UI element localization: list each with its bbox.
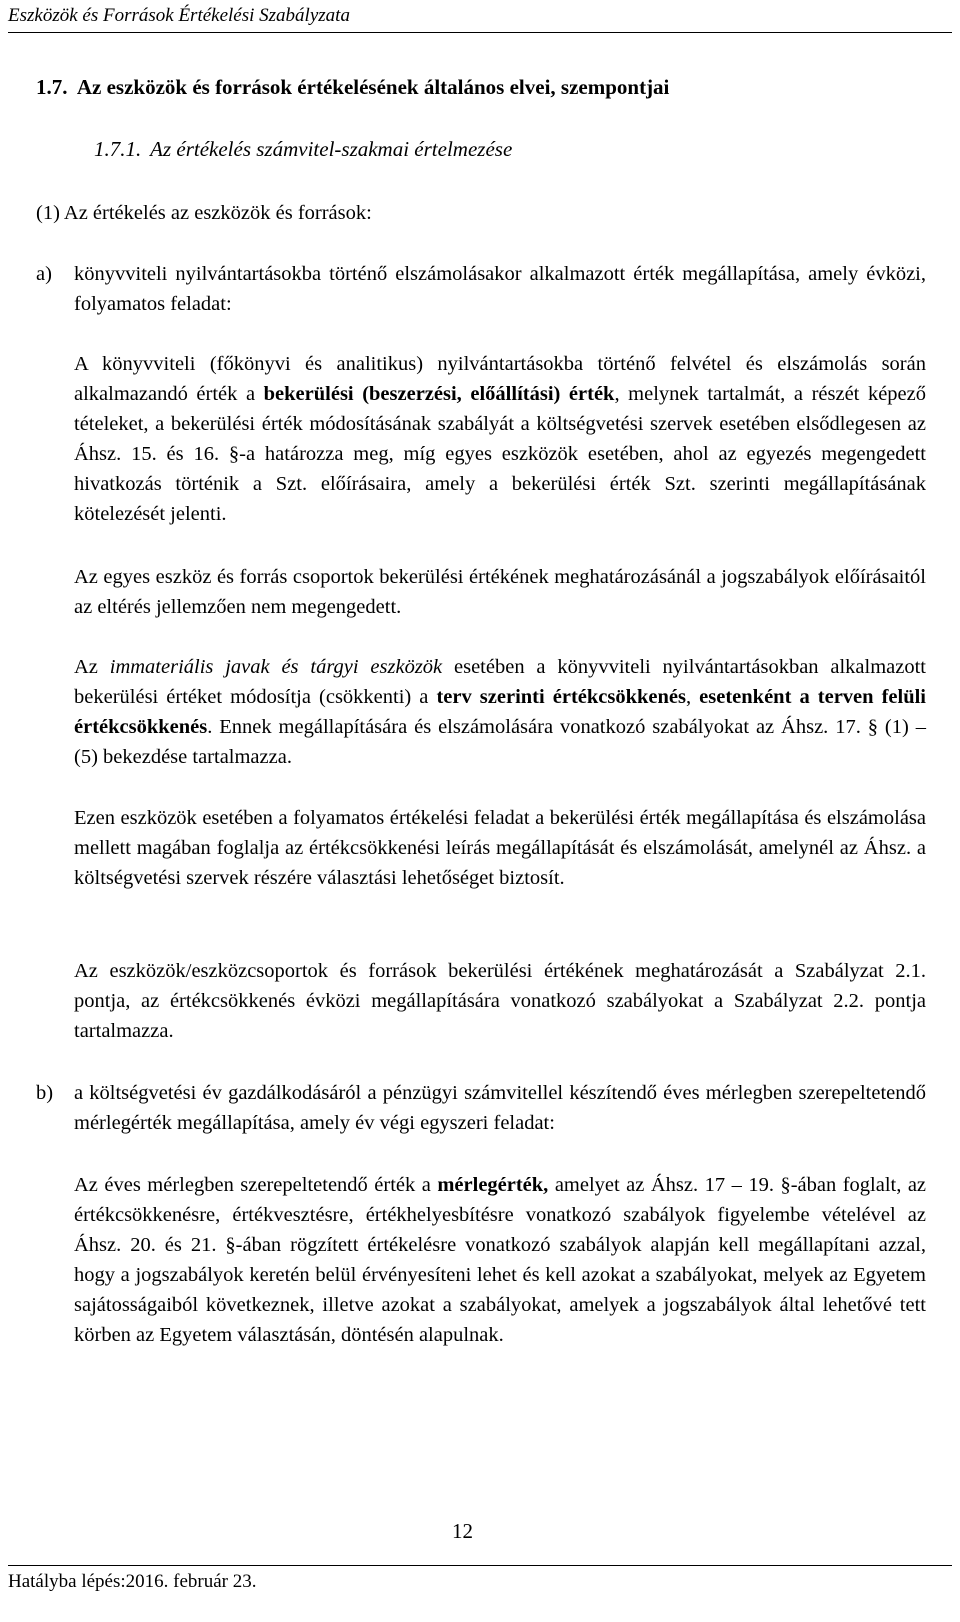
item-b-paragraph-1 (74, 1170, 926, 1350)
section-title (36, 74, 669, 100)
footer-divider (8, 1565, 952, 1566)
item-b-p1-text-2: amelyet az Áhsz. 17 – 19. §-ában foglalt, az értékcsökkenésre, értékvesztésre, értékhelyesbítésre vonatkozó szabályok figyelembe vételével az Áhsz. 20. és 21. §-ában rögzített értékelésre vonatkozó szabályok alapján kell megállapítani azzal, hogy a jogszabályok keretén belül érvényesíteni lehet és kell azokat a szabályokat, melyek az Egyetem sajátosságaiból következnek, illetve azokat a szabályokat, amelyek a jogszabályok által lehetővé tett körben az Egyetem választásán, döntésén alapulnak. (74, 1174, 927, 1346)
subsection-title (94, 136, 512, 162)
item-b-p1-text-1: Az éves mérlegben szerepeltetendő érték a (74, 1174, 431, 1196)
item-a-p1-text-1: A könyvviteli (főkönyvi és analitikus) nyilvántartásokba történő felvétel és elszámolás során alkalmazandó érték a (74, 353, 926, 405)
section-number: 1.7. (36, 75, 68, 99)
item-b-label: b) (36, 1082, 54, 1104)
item-a-heading: könyvviteli nyilvántartásokba történő elszámolásakor alkalmazott érték megállapítása, amely évközi, folyamatos feladat: (74, 263, 926, 315)
item-b-p1-bold: mérlegérték, (437, 1174, 549, 1196)
item-a-p3-italic: immateriális javak és tárgyi eszközök (109, 656, 443, 678)
item-a-paragraph-3 (74, 652, 926, 772)
section-title-text: Az eszközök és források értékelésének általános elvei, szempontjai (76, 75, 670, 99)
item-a-paragraph-5: Az eszközök/eszközcsoportok és források bekerülési értékének meghatározását a Szabályzat 2.1. pontja, az értékcsökkenés évközi megállapítására vonatkozó szabályokat a Szabályzat 2.2. pontja tartalmazza. (74, 960, 926, 1042)
item-a-paragraph-2: Az egyes eszköz és forrás csoportok bekerülési értékének meghatározásánál a jogszabályok előírásaitól az eltérés jellemzően nem megengedett. (74, 566, 926, 618)
item-a-p1-text-2: , melynek tartalmát, a részét képező tételeket, a bekerülési érték módosításának szabályát a költségvetési szervek esetében elsődlegesen az Áhsz. 15. és 16. §-a határozza meg, míg egyes eszközök esetében, ahol az egyezés megengedett hivatkozás történik a Szt. előírásaira, amely a bekerülési érték Szt. szerinti megállapításának kötelezését jelenti. (74, 383, 926, 525)
page-number: 12 (452, 1519, 473, 1543)
item-a-paragraph-4: Ezen eszközök esetében a folyamatos értékelési feladat a bekerülési érték megállapítása és elszámolása mellett magában foglalja az értékcsökkenési leírás megállapítását és elszámolását, amelynél az Áhsz. a költségvetési szervek részére választási lehetőséget biztosít. (74, 807, 926, 889)
subsection-number: 1.7.1. (94, 137, 142, 161)
page-header: Eszközök és Források Értékelési Szabályzata (8, 5, 350, 26)
item-a-p3-bold-2: esetenként a terven felüli értékcsökkenés (74, 686, 927, 738)
item-b-heading: a költségvetési év gazdálkodásáról a pénzügyi számvitellel készítendő éves mérlegben szerepeltetendő mérlegérték megállapítása, amely év végi egyszeri feladat: (74, 1082, 926, 1134)
item-a-p3-text-4: . Ennek megállapítására és elszámolására vonatkozó szabályokat az Áhsz. 17. § (1) – (5) bekezdése tartalmazza. (74, 716, 926, 768)
item-a-p3-text-1: Az (74, 656, 98, 678)
item-a-paragraph-1 (74, 349, 926, 529)
item-a-p3-text-2: esetében a könyvviteli nyilvántartásokban alkalmazott bekerülési értéket módosítja (csökkenti) a (74, 656, 927, 708)
item-a-p3-text-3: , (685, 686, 692, 708)
header-divider (8, 32, 952, 33)
item-a-p3-bold-1: terv szerinti értékcsökkenés (436, 686, 686, 708)
intro-paragraph: (1) Az értékelés az eszközök és források: (36, 202, 372, 224)
item-a-p1-bold: bekerülési (beszerzési, előállítási) érték (263, 383, 615, 405)
effective-date: Hatályba lépés:2016. február 23. (8, 1571, 257, 1592)
subsection-title-text: Az értékelés számvitel-szakmai értelmezése (150, 137, 513, 161)
item-a-label: a) (36, 263, 52, 285)
